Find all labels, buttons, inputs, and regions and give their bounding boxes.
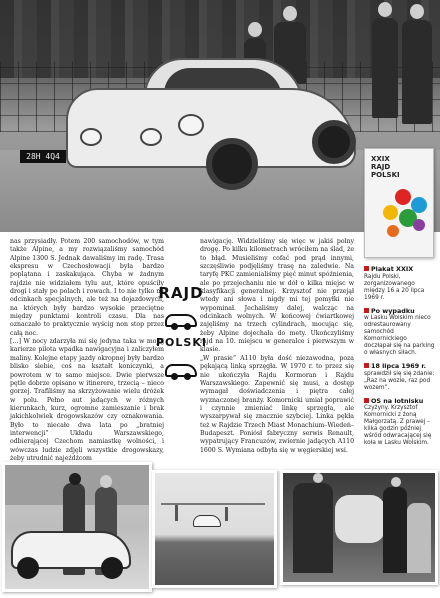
spectator: [372, 18, 398, 118]
bullet-square-icon: [364, 398, 369, 403]
caption-head: OS na lotnisku: [371, 396, 424, 405]
photo-crash-scene: [280, 470, 438, 585]
poster-title-line: POLSKI: [371, 171, 400, 179]
photo-couple-with-car: [2, 462, 152, 592]
rally-poster: [364, 148, 434, 258]
poster-dot: [387, 225, 399, 237]
caption-head: 18 lipca 1969 r.: [371, 362, 427, 370]
poster-title: [371, 155, 400, 179]
poster-title-line: RAJD: [371, 163, 391, 171]
license-plate: 28H 4Q4: [20, 150, 66, 163]
photo-airfield-stage: [152, 470, 277, 588]
article-paragraph: nas przysiadły. Potem 200 samochodów, w tym także Alpine, a my rozwiązaliśmy samochód Alpine 1300 S. Jednak dawaliśmy im radę. Trasa ekspresu w Czechosłowacji była bardzo poplątana i zaskakująca. Chyba w żadnym rajdzie nie widziałem tylu aut, które opuściły drogi i stały po polach i rowach. I to nie tylko na odcinkach specjalnych, ale też na dojazdowych, na których były bardzo wysokie przeciętne między punktami kontroli czasu. Dla nas oznaczało to praktycznie wyścig non stop przez całą noc.: [10, 238, 164, 337]
article-column-middle: [200, 238, 354, 456]
spectator: [244, 38, 266, 60]
article-column-left: [10, 238, 164, 462]
poster-dot: [383, 205, 398, 220]
bullet-square-icon: [364, 308, 369, 313]
caption-head: Plakat XXIX: [371, 265, 414, 273]
caption-note: [364, 363, 436, 392]
caption-head: Po wypadku: [371, 306, 415, 315]
poster-dot: [395, 189, 411, 205]
logo-word-bottom: POLSKI: [156, 336, 207, 349]
bullet-square-icon: [364, 363, 369, 368]
article-paragraph: […] W nocy zdarzyła mi się jedyna taka w mojej karierze pilota wpadka nawigacyjna i zaliczyłem maliny. Kolejne etapy jazdy okropnej były bardzo blisko siebie, coś na kształt koniczynki, a powrotem w to samo miejsce. Dwie pierwsze pętle dobrze opisano w itinerere, trzecią – nieco gorzej. Trafiliśmy na skrzyżowanie wielu dróżek w polu. Pełno aut jadących w różnych kierunkach, kurz, ogromne zamieszanie i brak jakichkolwiek drogowskazów czy oznakowania. Było to niecałe dwa lata po „bratniej interwencji” Układu Warszawskiego, odbierającej Czechom namiastkę wolności, i wówczas ludzie zdjęli wszystkie drogowskazy, żeby utrudnić najeźdźcom: [10, 338, 164, 462]
rally-car: [66, 58, 366, 178]
car-icon: [165, 314, 197, 327]
poster-title-line: XXIX: [371, 155, 390, 163]
article-paragraph: nawigację. Widzieliśmy się więc w jakiś polny drogę. Po kilku kilometrach wróciłem na ślad, że to błąd. Musieliśmy cofać pod prąd innymi, szczęśliwie podjęliśmy trasę na zaledwie. Na taryfę PKC zamienialiśmy pięć minut spóźnienia, ale po przejechaniu nie w dół o kilka miejsc w klasyfikacji generalnej. Krzysztof nie przejął wtedy ani słowa i nigdy mi tej pomyłki nie wypominał. Jechaliśmy dalej, walcząc na odcinkach wolnych. W końcowej ćwiartkowej zajęliśmy na trzech cylindrach, mocując się, żeby Alpine dojechała do mety. Ukończyliśmy rajd na 10. miejscu w generalce i pierwszym w klasie.: [200, 238, 354, 354]
bullet-square-icon: [364, 266, 369, 271]
caption-note: [364, 308, 436, 358]
caption-note: [364, 266, 436, 302]
caption-note: [364, 398, 436, 448]
caption-body: Czyżyny. Krzysztof Komornicki z żoną Małgorzatą. Z prawej – kilka godzin później wśród odwracającej się koła w Lasku Wolskim.: [364, 405, 432, 446]
car-icon: [165, 364, 197, 377]
rajd-polski-logo: [156, 284, 206, 388]
spectator: [402, 20, 432, 124]
caption-body: w Lasku Wolskim nieco odrestaurowany samochód Komornickiego doczłapał się na parking o własnych siłach.: [364, 315, 435, 356]
logo-word-top: RAJD: [158, 284, 204, 302]
article-paragraph: „W prasie” A110 była dość niezawodna, poza pękającą linką sprzęgła. W 1970 r. to przez się nie ukończyła Rajdu Kormoran i Rajdu Warszawskiego. Zapewnić się musi, a dostęp wymagał doświadczenia i piętra całej wyznaczonej branży. Komornicki umiał poprawić i czynnie zmieniać linkę sprzęgła, ale wyszarpywał się znacznie szybciej. Linka pękła też w Rajdzie Trzech Miast Monachium–Wiedeń–Budapeszt. Poniósł fabryczny serwis Renault, wypatrujący Francuzów, zwiernie jadących A110 1600 S. Wymiana odbyła się w węgierskiej wsi.: [200, 354, 354, 454]
caption-notes: [364, 266, 436, 453]
poster-dot: [413, 219, 425, 231]
caption-body: sprawdził się się zdanie: „Raz na wozie, raz pod wozem”.: [364, 370, 435, 391]
caption-body: Rajdu Polski, zorganizowanego między 16 a 20 lipca 1969 r.: [364, 273, 425, 301]
